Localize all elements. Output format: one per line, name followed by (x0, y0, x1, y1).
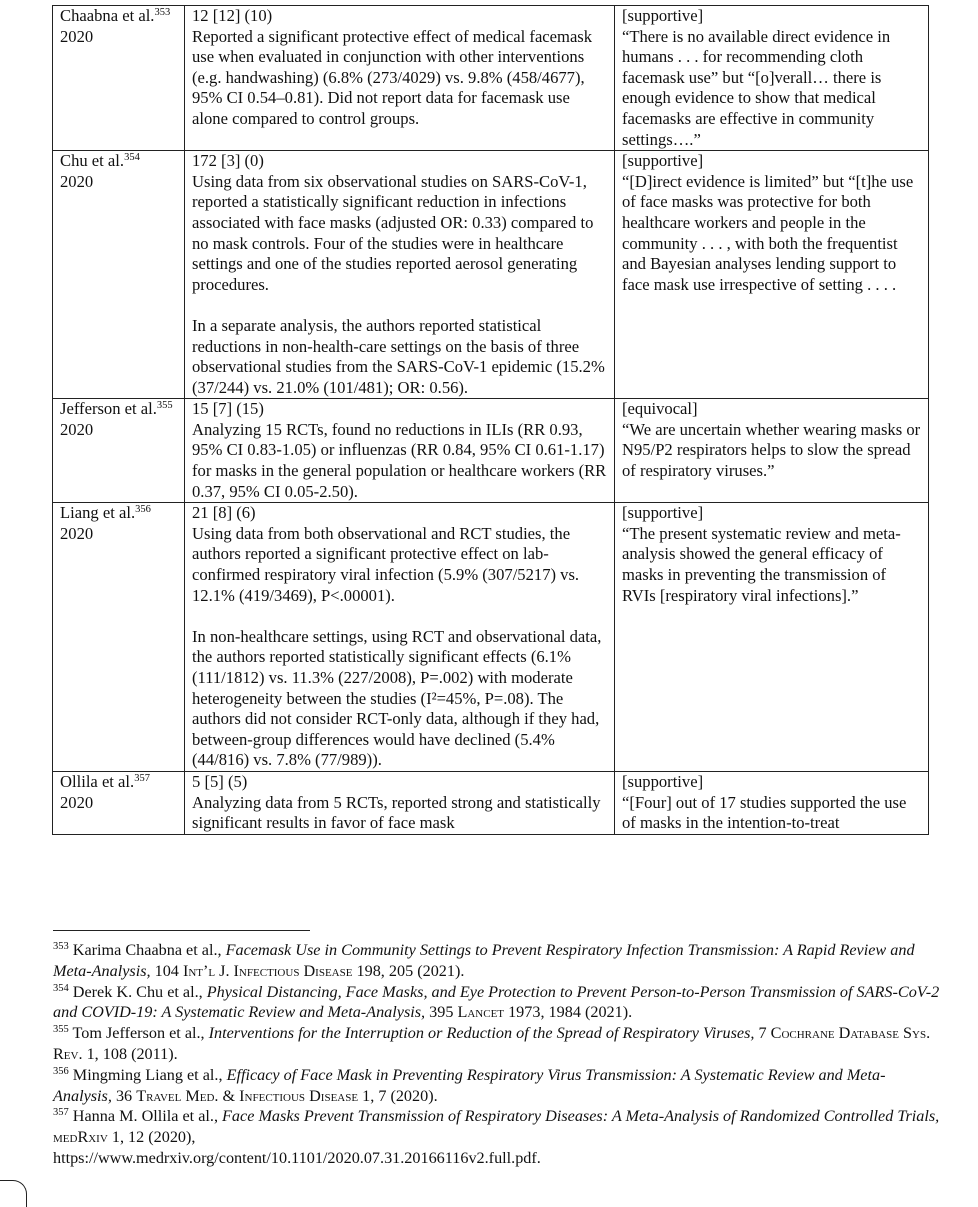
footnote-journal: medRxiv (53, 1128, 108, 1147)
footnote-authors: Mingming Liang et al., (72, 1065, 223, 1084)
conclusion-label: [equivocal] (622, 399, 698, 419)
findings-cell (185, 503, 615, 772)
finding-paragraph: In a separate analysis, the authors reported statistical reductions in non-health-care settings on the basis of three observational studies from the SARS-CoV-1 epidemic (15.2% (37/244) vs. 21.0% (101/481); OR: 0.56). (192, 315, 605, 397)
footnote-volume: 104 (154, 961, 179, 980)
conclusion-label: [supportive] (622, 771, 704, 791)
study-cell (53, 399, 185, 503)
footnote-url[interactable]: https://www.medrxiv.org/content/10.1101/2020.07.31.20166116v2.full.pdf. (53, 1148, 541, 1167)
conclusion-quote: “The present systematic review and meta-analysis showed the general efficacy of masks in preventing the transmission of RVIs [respiratory viral infections].” (622, 523, 901, 605)
footnote-authors: Karima Chaabna et al., (72, 941, 222, 959)
footnote-ref[interactable]: 355 (156, 400, 173, 412)
footnote-divider (53, 930, 310, 931)
footnote-number: 355 (53, 1024, 69, 1036)
footnote-journal: Cochrane Database Sys. Rev. (53, 1024, 931, 1063)
footnote-authors: Derek K. Chu et al., (72, 982, 203, 1001)
footnote-title: Facemask Use in Community Settings to Prevent Respiratory Infection Transmission: A Rapid Review and Meta-Analysis, (53, 941, 915, 980)
conclusion-quote: “There is no available direct evidence in humans . . . for recommending cloth facemask use” but “[o]verall… there is enough evidence to show that medical facemasks are effective in community settings….” (622, 26, 891, 149)
footnotes (53, 940, 943, 1169)
footnote (53, 940, 943, 982)
finding-paragraph: Reported a significant protective effect of medical facemask use when evaluated in conjunction with other interventions (e.g. handwashing) (6.8% (273/4029) vs. 9.8% (458/4677), 95% CI 0.54–0.81). Did not report data for facemask use alone compared to control groups. (192, 26, 593, 128)
study-counts: 172 [3] (0) (192, 151, 264, 171)
footnote-number: 357 (53, 1107, 69, 1119)
study-year: 2020 (60, 523, 94, 543)
footnote-journal: Travel Med. & Infectious Disease (136, 1086, 359, 1105)
conclusion-quote: “[D]irect evidence is limited” but “[t]he use of face masks was protective for both healthcare workers and people in the community . . . , with both the frequentist and Bayesian analyses lending support to face mask use irrespective of setting . . . . (622, 171, 914, 294)
study-year: 2020 (60, 792, 94, 812)
study-author: Chaabna et al. (60, 6, 155, 25)
footnote (53, 982, 943, 1024)
footnote (53, 1106, 943, 1168)
footnote-number: 354 (53, 982, 69, 994)
footnote-authors: Hanna M. Ollila et al., (72, 1107, 218, 1126)
table-row (53, 771, 929, 834)
table-row (53, 151, 929, 399)
footnote-volume: 395 (429, 1003, 454, 1022)
conclusion-cell (615, 771, 929, 834)
study-cell (53, 771, 185, 834)
findings-cell (185, 399, 615, 503)
study-cell (53, 503, 185, 772)
study-year: 2020 (60, 419, 94, 439)
page-corner-mark (0, 1180, 27, 1207)
footnote-journal: Lancet (457, 1003, 505, 1022)
footnote-volume: 36 (115, 1086, 133, 1105)
conclusion-cell (615, 151, 929, 399)
evidence-table (52, 5, 929, 835)
footnote-title: Interventions for the Interruption or Reduction of the Spread of Respiratory Viruses, (208, 1024, 755, 1043)
footnote-pages: 1973, 1984 (2021). (508, 1003, 633, 1022)
study-author: Liang et al. (60, 503, 136, 523)
footnote-number: 353 (53, 941, 69, 952)
table-row (53, 6, 929, 151)
finding-paragraph: Analyzing 15 RCTs, found no reductions in ILIs (RR 0.93, 95% CI 0.83-1.05) or influenzas (RR 0.84, 95% CI 0.61-1.17) for masks in the general population or healthcare workers (RR 0.37, 95% CI 0.05-2.50). (192, 419, 607, 501)
conclusion-cell (615, 399, 929, 503)
conclusion-quote: “We are uncertain whether wearing masks or N95/P2 respirators helps to slow the spread of respiratory viruses.” (622, 419, 921, 481)
study-counts: 15 [7] (15) (192, 399, 264, 419)
study-author: Jefferson et al. (60, 399, 157, 419)
table-row (53, 503, 929, 772)
footnote-title: Efficacy of Face Mask in Preventing Respiratory Virus Transmission: A Systematic Review and Meta-Analysis, (53, 1065, 886, 1105)
footnote-ref[interactable]: 353 (154, 7, 171, 18)
conclusion-label: [supportive] (622, 6, 704, 25)
study-year: 2020 (60, 26, 94, 46)
footnote-pages: 1, 12 (2020), (111, 1128, 196, 1147)
conclusion-label: [supportive] (622, 503, 704, 523)
study-author: Ollila et al. (60, 771, 135, 791)
study-author: Chu et al. (60, 151, 125, 171)
conclusion-label: [supportive] (622, 151, 704, 171)
footnote (53, 1023, 943, 1065)
study-counts: 21 [8] (6) (192, 503, 256, 523)
finding-paragraph: In non-healthcare settings, using RCT and observational data, the authors reported statistically significant effects (6.1% (111/1812) vs. 11.3% (227/2008), P=.002) with moderate heterogeneity between the studies (I²=45%, P=.08). The authors did not consider RCT-only data, although if they had, between-group differences would have declined (5.4% (44/816) vs. 7.8% (77/989)). (192, 626, 602, 770)
conclusion-quote: “[Four] out of 17 studies supported the use of masks in the intention-to-treat (622, 792, 907, 833)
study-counts: 12 [12] (10) (192, 6, 273, 25)
table-row (53, 399, 929, 503)
footnote-title: Physical Distancing, Face Masks, and Eye Protection to Prevent Person-to-Person Transmission of SARS-CoV-2 and COVID-19: A Systematic Review and Meta-Analysis, (53, 982, 940, 1022)
conclusion-cell (615, 6, 929, 151)
footnote-volume: 7 (758, 1024, 767, 1043)
footnote-number: 356 (53, 1065, 69, 1077)
footnote-authors: Tom Jefferson et al., (72, 1024, 205, 1043)
finding-paragraph: Analyzing data from 5 RCTs, reported strong and statistically significant results in favor of face mask (192, 792, 601, 833)
footnote (53, 1065, 943, 1107)
footnote-journal: Int’l J. Infectious Disease (182, 961, 353, 980)
footnote-pages: 1, 108 (2011). (86, 1044, 178, 1063)
footnote-title: Face Masks Prevent Transmission of Respiratory Diseases: A Meta-Analysis of Randomized Controlled Trials, (222, 1107, 940, 1126)
study-year: 2020 (60, 171, 94, 191)
conclusion-cell (615, 503, 929, 772)
study-cell (53, 6, 185, 151)
finding-paragraph: Using data from both observational and RCT studies, the authors reported a significant protective effect on lab-confirmed respiratory viral infection (5.9% (307/5217) vs. 12.1% (419/3469), P<.00001). (192, 523, 580, 605)
study-cell (53, 151, 185, 399)
footnote-ref[interactable]: 356 (135, 504, 151, 516)
findings-cell (185, 151, 615, 399)
footnote-pages: 198, 205 (2021). (356, 961, 465, 980)
findings-cell (185, 6, 615, 151)
footnote-ref[interactable]: 354 (124, 152, 140, 164)
findings-cell (185, 771, 615, 834)
study-counts: 5 [5] (5) (192, 771, 248, 791)
footnote-pages: 1, 7 (2020). (362, 1086, 438, 1105)
finding-paragraph: Using data from six observational studies on SARS-CoV-1, reported a statistically significant reduction in infections associated with face masks (adjusted OR: 0.33) compared to no mask controls. Four of the studies were in healthcare settings and one of the studies reported aerosol generating procedures. (192, 171, 594, 294)
footnote-ref[interactable]: 357 (134, 772, 150, 784)
